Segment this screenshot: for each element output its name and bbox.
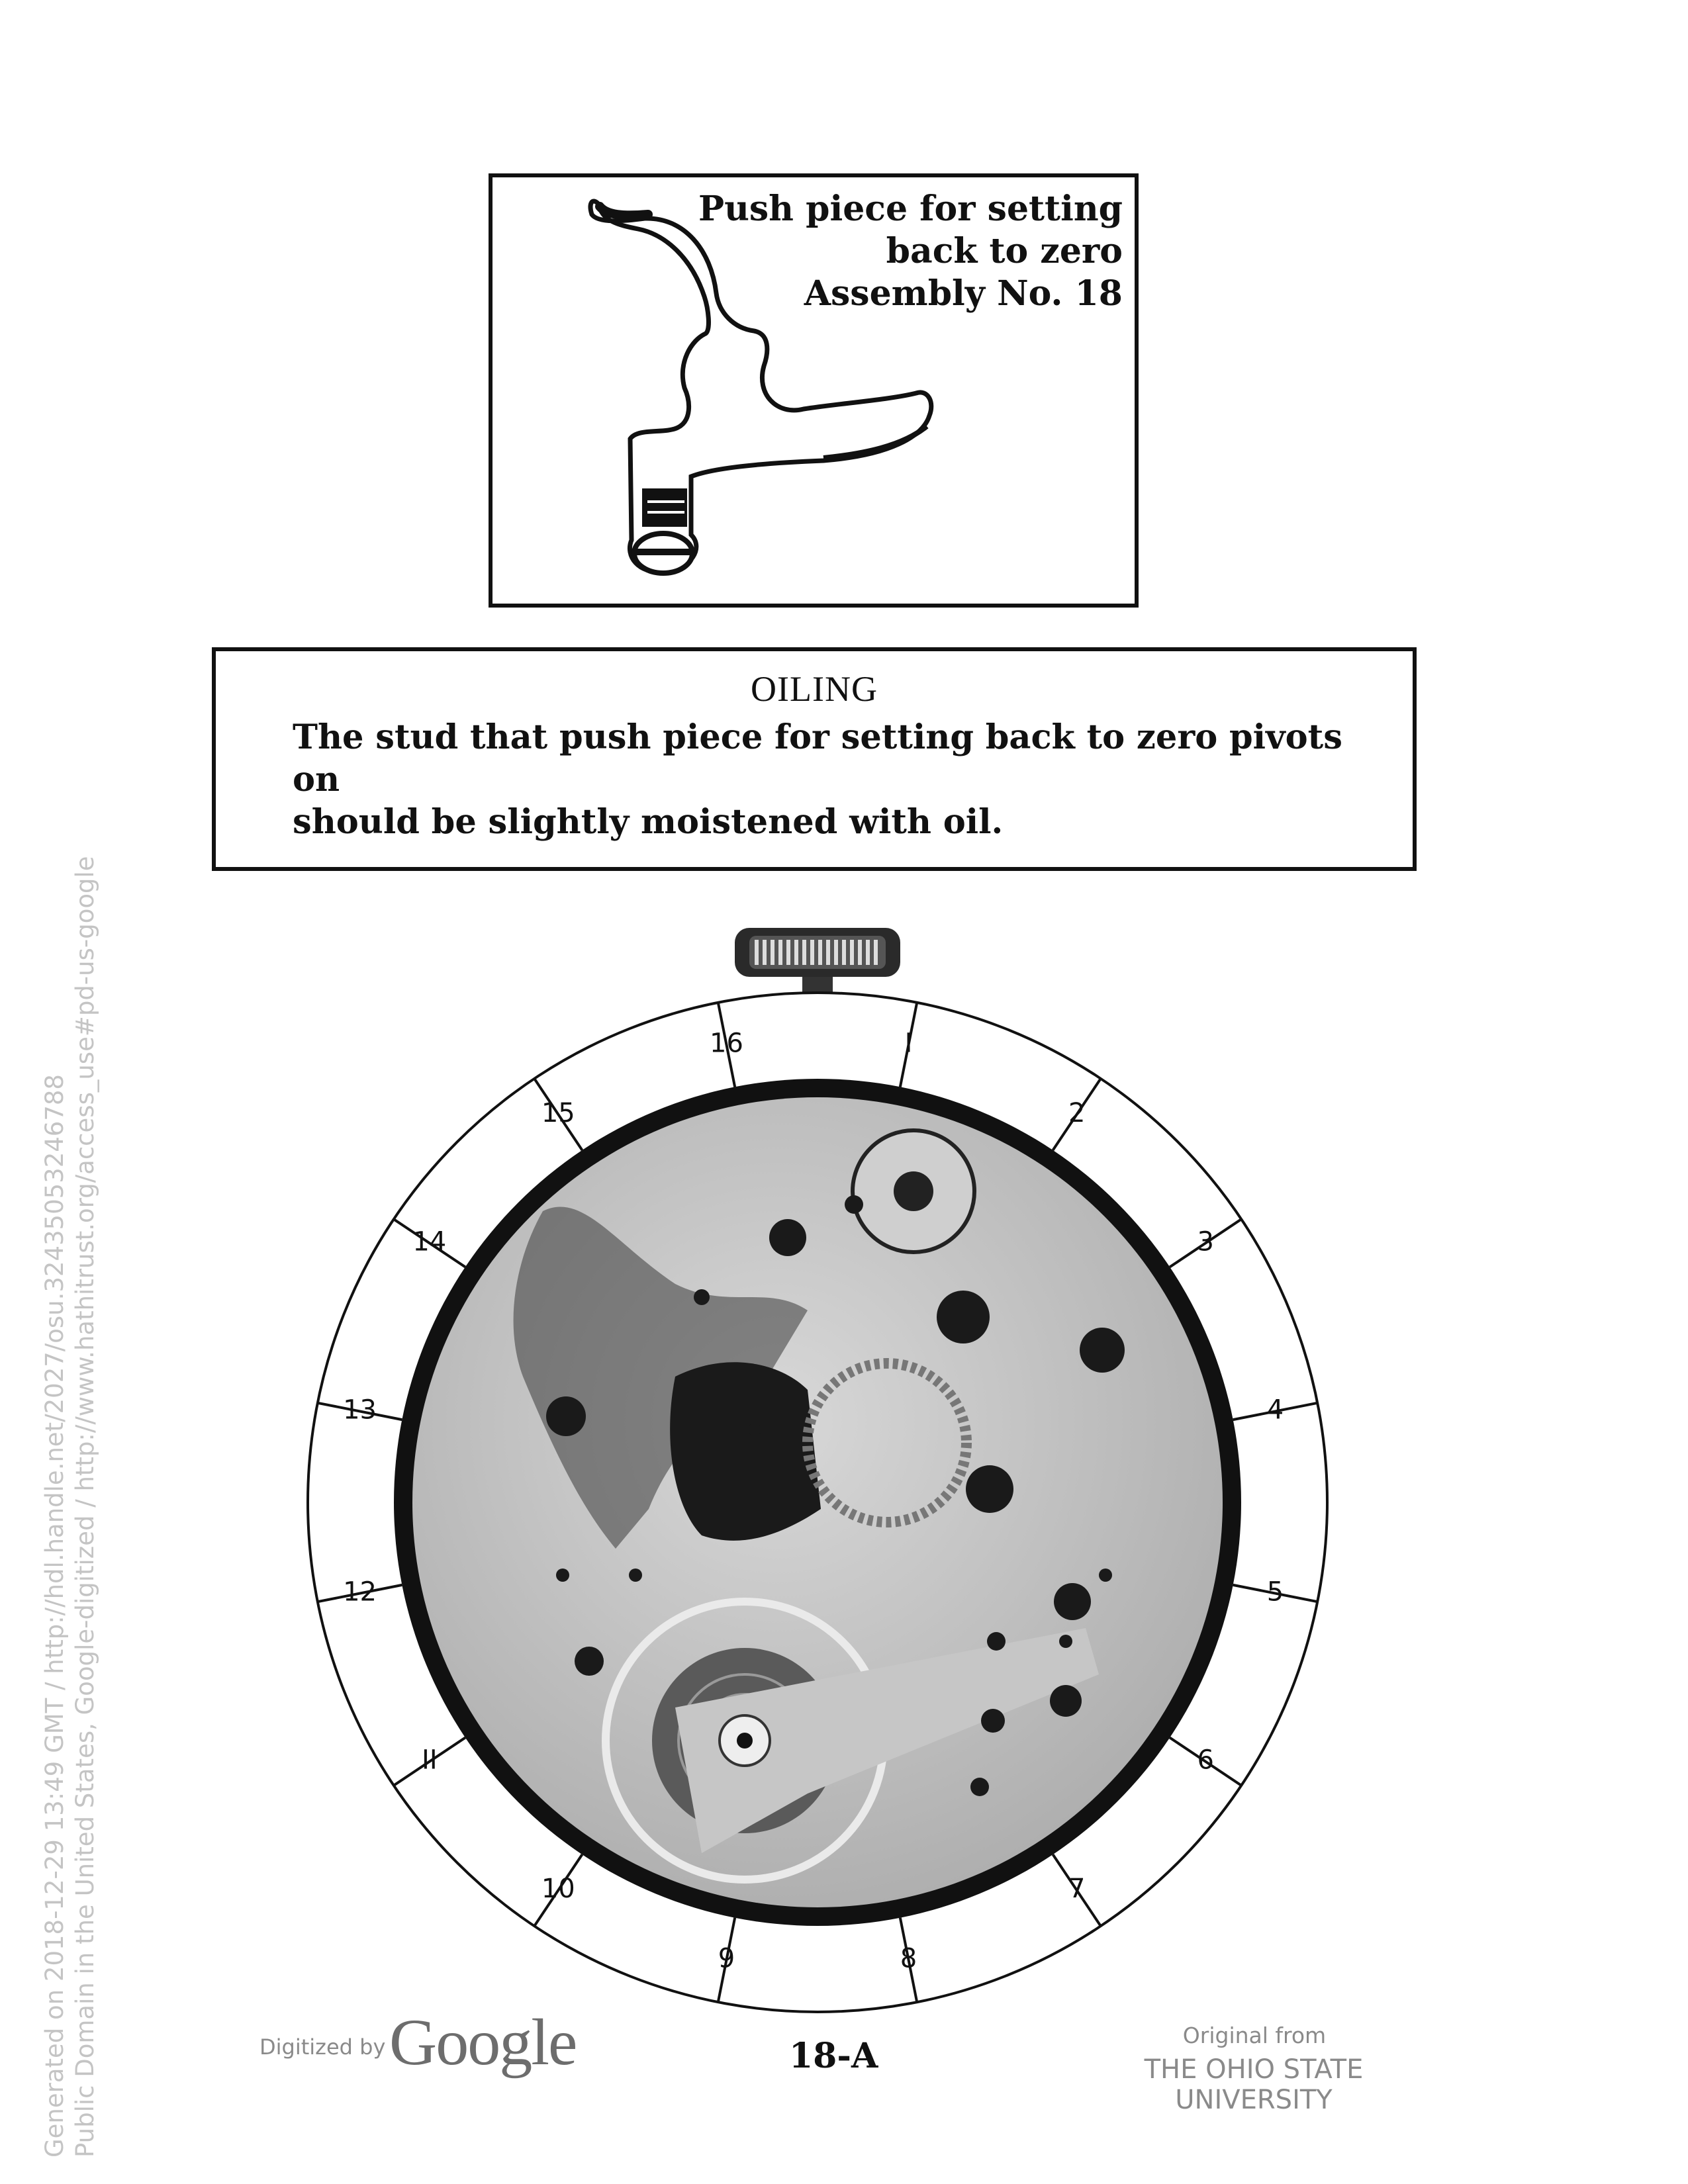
digitized-by-label: Digitized by (259, 2034, 386, 2060)
crown-ridge (866, 940, 870, 965)
jewel-hole (966, 1465, 1013, 1513)
crown-ridge (834, 940, 838, 965)
jewel-hole (970, 1778, 989, 1796)
bezel-number: 2 (1068, 1097, 1086, 1128)
caption-line-3: Assembly No. 18 (804, 273, 1123, 314)
watch-movement-diagram (305, 913, 1377, 2025)
jewel-hole (937, 1291, 990, 1343)
jewel-hole (556, 1569, 569, 1582)
oiling-heading: OILING (751, 669, 878, 709)
bezel-number: II (422, 1745, 438, 1776)
crown-ridge (763, 940, 767, 965)
jewel-hole (748, 1423, 761, 1436)
bezel-number: 16 (710, 1028, 743, 1059)
crown-ridge (786, 940, 790, 965)
jewel-hole (1054, 1583, 1091, 1620)
crown-ridge (818, 940, 822, 965)
jewel-hole (1059, 1635, 1072, 1648)
jewel-hole (987, 1632, 1006, 1651)
cutout-dark-area (670, 1362, 821, 1541)
oiling-box (212, 647, 1417, 871)
jewel-hole (694, 1289, 710, 1305)
crown-ridge (810, 940, 814, 965)
jewel-hole (575, 1647, 604, 1676)
jewel-hole (845, 1195, 863, 1214)
crown-ridge (826, 940, 830, 965)
crown-ridge (858, 940, 862, 965)
bezel-number: 4 (1266, 1394, 1284, 1426)
bezel-number: 3 (1197, 1226, 1214, 1257)
jewel-hole (981, 1709, 1005, 1733)
figure-caption (698, 188, 1123, 315)
bezel-number: 10 (541, 1874, 575, 1905)
jewel-hole (1080, 1328, 1125, 1373)
oiling-line-1: The stud that push piece for setting back to zero pivots on (293, 717, 1342, 799)
page-number: 18-A (789, 2036, 878, 2076)
side-watermark (40, 856, 101, 2158)
crown-ridge (850, 940, 854, 965)
original-from-label: Original from (1182, 2023, 1327, 2048)
crown-ridge (794, 940, 798, 965)
jewel-hole (769, 1219, 806, 1256)
bezel-number: 8 (900, 1943, 917, 1974)
jewel-hole (546, 1396, 586, 1436)
crown-ridge (842, 940, 846, 965)
bezel-number: 14 (412, 1226, 447, 1257)
crown-ridge (755, 940, 759, 965)
oiling-line-2: should be slightly moistened with oil. (293, 802, 1004, 842)
push-piece-figure-box (489, 173, 1139, 608)
bezel-number: 12 (343, 1576, 377, 1608)
university-name: THE OHIO STATE UNIVERSITY (1144, 2054, 1364, 2115)
bezel-number: 15 (541, 1097, 575, 1128)
caption-line-1: Push piece for setting (698, 189, 1123, 229)
bezel-number: 7 (1068, 1874, 1086, 1905)
google-logo: Google (389, 2005, 577, 2079)
jewel-hole (1050, 1685, 1082, 1717)
watermark-line-2: Public Domain in the United States, Google-digitized / http://www.hathitrust.org/access_use#pd-us-google (71, 856, 99, 2158)
jewel-hole (629, 1569, 642, 1582)
caption-line-2: back to zero (886, 231, 1123, 271)
oiling-instructions (293, 716, 1360, 843)
bezel-number: 9 (718, 1943, 735, 1974)
crown-ridge (802, 940, 806, 965)
bezel-number: I (904, 1028, 913, 1059)
crown-ridge (778, 940, 782, 965)
bezel-number: 13 (343, 1394, 377, 1426)
crown-ridge (771, 940, 774, 965)
crown-ridge (874, 940, 878, 965)
bezel-number: 6 (1197, 1745, 1214, 1776)
watermark-line-1: Generated on 2018-12-29 13:49 GMT / http://hdl.handle.net/2027/osu.32435053246788 (40, 1074, 69, 2158)
bezel-number: 5 (1266, 1576, 1284, 1608)
jewel-hole (1099, 1569, 1112, 1582)
